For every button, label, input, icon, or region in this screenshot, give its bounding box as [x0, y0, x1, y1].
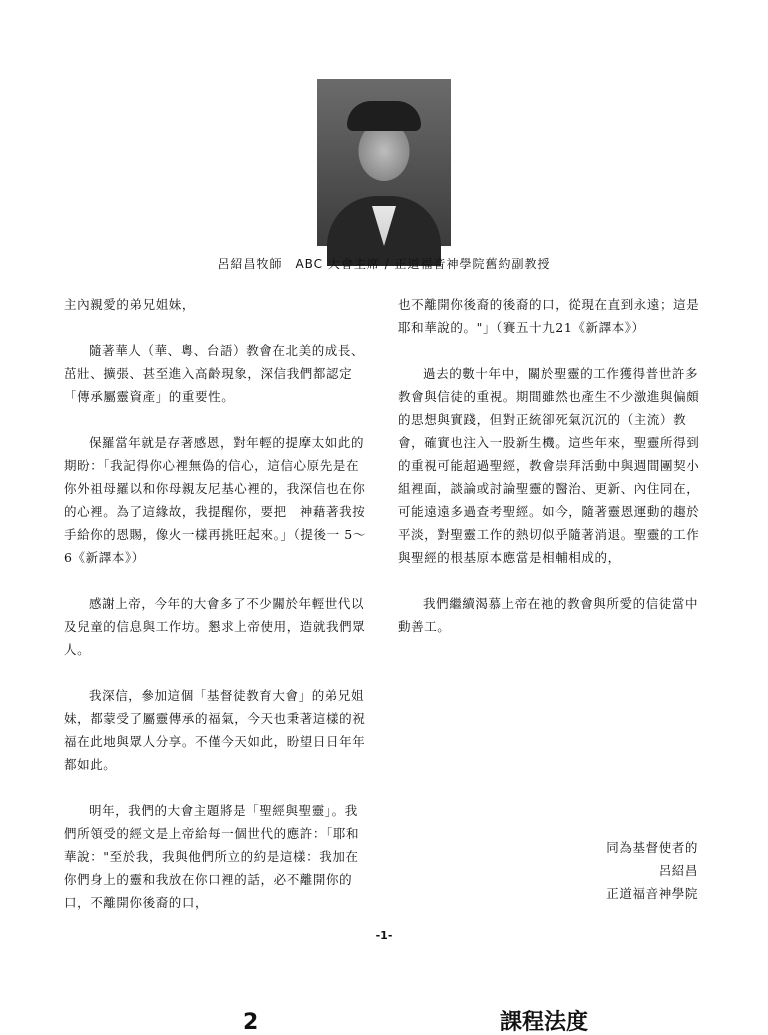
signoff-affiliation: 正道福音神學院 — [606, 886, 698, 901]
paragraph: 感謝上帝，今年的大會多了不少關於年輕世代以及兒童的信息與工作坊。懇求上帝使用，造就我們眾人。 — [64, 596, 366, 657]
paragraph: 保羅當年就是存著感恩，對年輕的提摩太如此的期盼：「我記得你心裡無偽的信心，這信心原先是在你外祖母羅以和你母親友尼基心裡的，我深信也在你的心裡。為了這緣故，我提醒你，要把 神藉著我按手給你的恩賜，像火一樣再挑旺起來。」（提後一 5～6《新譯本》） — [64, 435, 366, 565]
paragraph: 過去的數十年中，關於聖靈的工作獲得普世許多教會與信徒的重視。期間雖然也產生不少激進與偏頗的思想與實踐，但對正統卻死氣沉沉的（主流）教會，確實也注入一股新生機。這些年來，聖靈所得到的重視可能超過聖經，教會崇拜活動中與週間團契小組裡面，談論或討論聖靈的醫治、更新、內住同在，可能遠遠多過查考聖經。如今，隨著靈恩運動的趨於平淡，對聖靈工作的熱切似乎隨著消退。聖靈的工作與聖經的根基原本應當是相輔相成的， — [398, 366, 700, 565]
next-page-fragment-left: 2 — [243, 1010, 259, 1035]
signature-block — [540, 836, 698, 905]
portrait-hair — [347, 101, 421, 131]
paragraph: 隨著華人（華、粵、台語）教會在北美的成長、茁壯、擴張、甚至進入高齡現象，深信我們都認定「傳承屬靈資產」的重要性。 — [64, 343, 365, 404]
next-page-fragment-right: 課程法度 — [500, 1010, 589, 1035]
letter-right-column — [398, 293, 710, 661]
paragraph: 也不離開你後裔的後裔的口，從現在直到永遠；這是耶和華說的。"」（賽五十九21《新譯本》） — [398, 297, 700, 335]
signoff-name: 呂紹昌 — [658, 863, 698, 878]
signoff-line: 同為基督使者的 — [606, 840, 698, 855]
salutation: 主內親愛的弟兄姐妹， — [64, 297, 196, 312]
letter-left-column — [64, 293, 368, 937]
paragraph: 我們繼續渴慕上帝在祂的教會與所愛的信徒當中動善工。 — [398, 596, 699, 634]
portrait-caption: 呂紹昌牧師 ABC 大會主席 / 正道福音神學院舊約副教授 — [217, 257, 551, 271]
page-number: -1- — [375, 929, 393, 942]
paragraph: 我深信，參加這個「基督徒教育大會」的弟兄姐妹，都蒙受了屬靈傳承的福氣，今天也秉著這樣的祝福在此地與眾人分享。不僅今天如此，盼望日日年年都如此。 — [64, 688, 366, 772]
author-portrait — [317, 79, 451, 246]
paragraph: 明年，我們的大會主題將是「聖經與聖靈」。我們所領受的經文是上帝給每一個世代的應許：「耶和華說："至於我，我與他們所立的約是這樣：我加在你們身上的靈和我放在你口裡的話，必不離開你的口，不離開你後裔的口， — [64, 803, 360, 910]
